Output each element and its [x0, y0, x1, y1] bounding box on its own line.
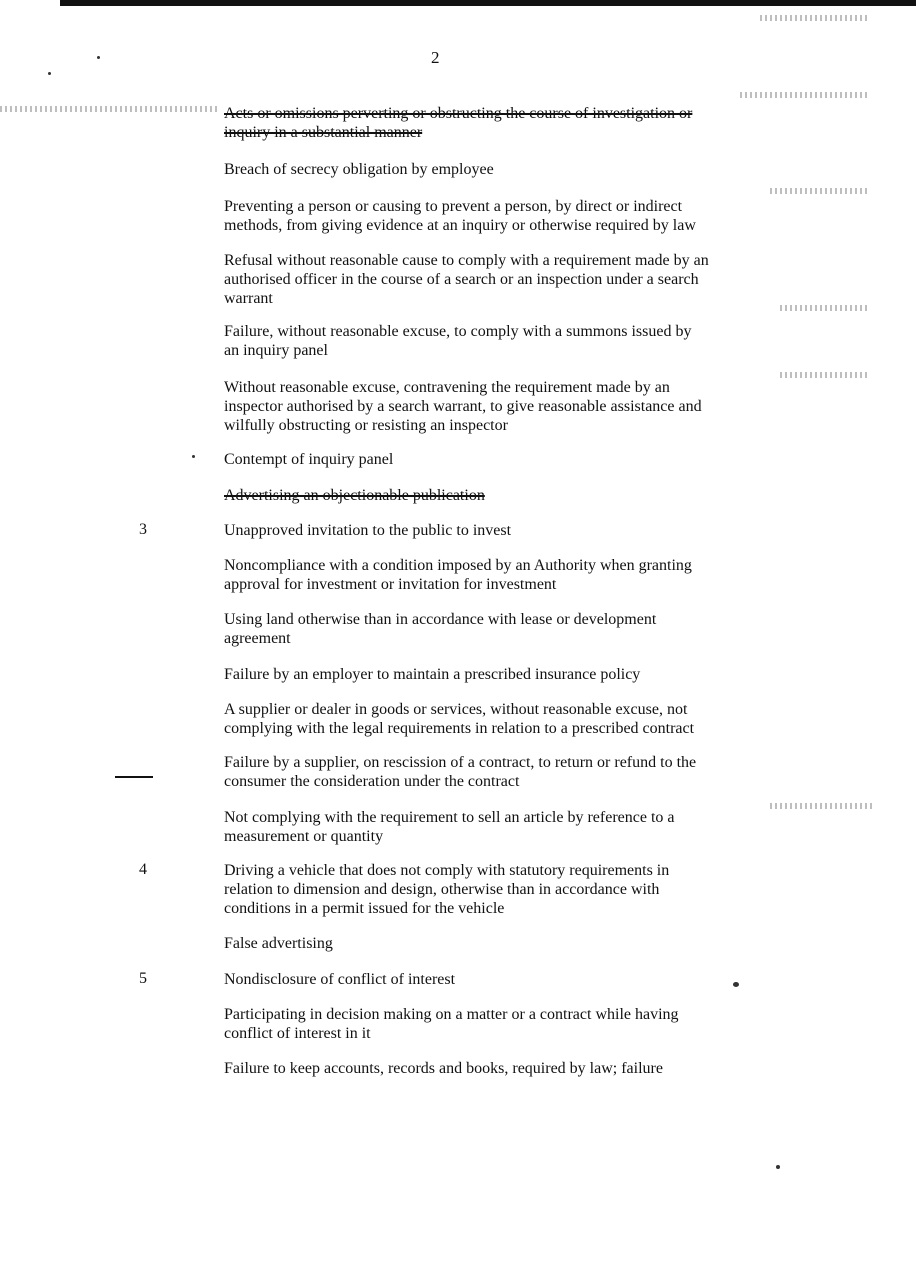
offence-entry-line: Failure by an employer to maintain a prescribed insurance policy [224, 666, 641, 683]
offence-entry-line: Without reasonable excuse, contravening the requirement made by an [224, 379, 670, 396]
offence-entry-line: agreement [224, 630, 291, 647]
offence-entry [224, 665, 764, 684]
offence-entry [224, 1059, 764, 1078]
offence-entry-line: Using land otherwise than in accordance with lease or development [224, 611, 657, 628]
scan-noise [740, 92, 870, 98]
offence-entry [224, 861, 764, 918]
offence-entry-line: Contempt of inquiry panel [224, 451, 394, 468]
offence-entry-line: Not complying with the requirement to sell an article by reference to a [224, 809, 675, 826]
offence-entry-line: Noncompliance with a condition imposed by an Authority when granting [224, 557, 692, 574]
offence-entry-line: wilfully obstructing or resisting an inspector [224, 417, 508, 434]
offence-entry-line: Failure, without reasonable excuse, to comply with a summons issued by [224, 323, 692, 340]
offence-entry-line: A supplier or dealer in goods or services, without reasonable excuse, not [224, 701, 688, 718]
offence-entry [224, 521, 764, 540]
section-number: 3 [139, 521, 147, 538]
offence-entry [224, 610, 764, 648]
offence-entry [224, 450, 764, 469]
offence-entry [224, 251, 764, 308]
scan-noise [0, 106, 220, 112]
offence-entry [224, 486, 764, 505]
offence-entry-line: Failure to keep accounts, records and books, required by law; failure [224, 1060, 663, 1077]
scan-speck [192, 455, 195, 458]
offence-entry-line: inquiry in a substantial manner [224, 124, 423, 141]
offence-entry-line: methods, from giving evidence at an inquiry or otherwise required by law [224, 217, 696, 234]
scan-speck [48, 72, 51, 75]
offence-entry [224, 556, 764, 594]
offence-entry [224, 700, 764, 738]
offence-entry-line: Acts or omissions perverting or obstructing the course of investigation or [224, 105, 693, 122]
offence-entry-line: warrant [224, 290, 273, 307]
scan-noise [780, 372, 870, 378]
offence-entry-line: Refusal without reasonable cause to comply with a requirement made by an [224, 252, 709, 269]
offence-entry [224, 934, 764, 953]
scan-speck [776, 1165, 780, 1169]
offence-entry-line: an inquiry panel [224, 342, 328, 359]
scan-speck [97, 56, 100, 59]
offence-entry-line: False advertising [224, 935, 333, 952]
offence-entry-line: consumer the consideration under the contract [224, 773, 520, 790]
offence-entry-line: Unapproved invitation to the public to invest [224, 522, 512, 539]
offence-entry-line: authorised officer in the course of a search or an inspection under a search [224, 271, 699, 288]
offence-entry [224, 197, 764, 235]
offence-entry [224, 160, 764, 179]
offence-entry [224, 322, 764, 360]
offence-entry [224, 1005, 764, 1043]
scan-top-edge [60, 0, 916, 6]
section-number: 4 [139, 861, 147, 878]
offence-entry-line: Participating in decision making on a matter or a contract while having [224, 1006, 679, 1023]
scan-noise [770, 188, 870, 194]
offence-entry-line: Failure by a supplier, on rescission of a contract, to return or refund to the [224, 754, 697, 771]
scan-noise [770, 803, 875, 809]
offence-entry-line: Preventing a person or causing to prevent a person, by direct or indirect [224, 198, 683, 215]
offence-entry-line: relation to dimension and design, otherwise than in accordance with [224, 881, 660, 898]
offence-entry-line: measurement or quantity [224, 828, 384, 845]
scan-noise [760, 15, 870, 21]
offence-entry [224, 970, 764, 989]
offence-entry-line: inspector authorised by a search warrant, to give reasonable assistance and [224, 398, 702, 415]
scan-noise [780, 305, 870, 311]
section-number: 5 [139, 970, 147, 987]
offence-entry-line: Advertising an objectionable publication [224, 487, 485, 504]
offence-entry [224, 104, 764, 142]
offence-entry-line: conditions in a permit issued for the vehicle [224, 900, 505, 917]
offence-entry [224, 378, 764, 435]
offence-entry-line: approval for investment or invitation for investment [224, 576, 557, 593]
page-number: 2 [431, 48, 440, 67]
offence-entry-line: complying with the legal requirements in relation to a prescribed contract [224, 720, 695, 737]
offence-entry-line: Breach of secrecy obligation by employee [224, 161, 494, 178]
offence-entry-line: Driving a vehicle that does not comply with statutory requirements in [224, 862, 670, 879]
offence-entry-line: Nondisclosure of conflict of interest [224, 971, 456, 988]
offence-entry [224, 808, 764, 846]
margin-mark [115, 776, 153, 778]
offence-entry [224, 753, 764, 791]
offence-entry-line: conflict of interest in it [224, 1025, 371, 1042]
